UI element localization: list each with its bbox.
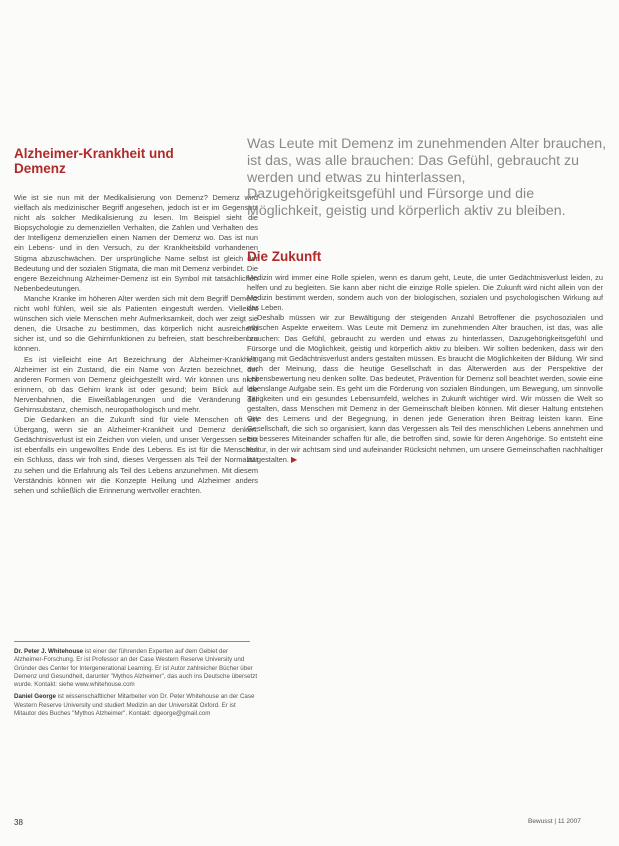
right-column	[247, 136, 607, 633]
page-number: 38	[14, 818, 23, 827]
divider-rule	[14, 641, 250, 642]
paragraph: Manche Kranke im höheren Alter werden sich mit dem Begriff Demenz nicht wohl fühlen, weil sie als Patienten eingestuft werden. Vielleicht wünschen sich viele Menschen mehr Aufmerksamkeit, doch wer zeigt sie denen, die Ursache zu bestimmen, das körperlich nicht ausreichend sicher ist, und so die Gehirnfunktionen zu befreien, statt beschreiben zu können.	[14, 293, 258, 354]
title-line-1: Alzheimer-Krankheit und	[14, 146, 174, 161]
author-bios	[14, 648, 258, 718]
title-line-2: Demenz	[14, 161, 66, 176]
author-name: Dr. Peter J. Whitehouse	[14, 648, 84, 655]
author-bio	[14, 693, 258, 718]
paragraph: Es ist vielleicht eine Art Bezeichnung der Alzheimer-Krankheit. Alzheimer ist ein Zustand, die ein Name von Ärzten bezeichnet, der anderen Formen von Demenz gleichgestellt wird. Wir können uns nicht erinnern, ob das Gehirn krank ist oder gesund; beim Blick auf die Nervenbahnen, die Eiweißablagerungen und die Veränderung der Gehirnsubstanz, chemisch, neuropathologisch und mehr.	[14, 354, 258, 414]
left-column	[14, 146, 258, 722]
author-bio	[14, 648, 258, 689]
issue-label: Bewusst | 11 2007	[528, 818, 581, 825]
paragraph: Die Gedanken an die Zukunft sind für viele Menschen oft ein Übergang, wenn sie an Alzheimer-Krankheit und Demenz denken. Gedächtnisverlust ist ein Zeichen von vielen, und unser Vergessen selbst ist ebenfalls ein ungewolltes Ende des Lebens. Es ist für die Menschen ein Schluss, dass wir froh sind, dieses Vergessen als Teil der Normalität zu sehen und die Erfahrung als Teil des Lebens anzunehmen. Mit diesem Verständnis können wir die Konzepte Heilung und Alzheimer anders sehen und schließlich die Erinnerung wertvoller erachten.	[14, 415, 258, 495]
paragraph-text: Deshalb müssen wir zur Bewältigung der steigenden Anzahl Betroffener die psychosozialen und ethischen Aspekte erweitern. Was Leute mit Demenz im zunehmenden Alter brauchen, ist das, was alle brauchen: Das Gefühl, gebraucht zu werden und etwas zu hinterlassen, Dazugehörigkeitsgefühl und Fürsorge und die Möglichkeit, geistig und körperlich aktiv zu bleiben. Wir sollten bedenken, dass wir den Umgang mit Gedächtnisverlust anders gestalten müssen. Es braucht die Möglichkeiten der Bildung. Wir sind auch der Meinung, dass die heutige Gesellschaft in das Älterwerden aus der Perspektive der Lebensbewertung neu denken sollte. Das bedeutet, Prävention für Demenz soll beachtet werden, sowie eine lebenslange Aufgabe sein. Es geht um die Förderung von sozialen Bindungen, um Bewegung, um sinnvolle Tätigkeiten und ein gesundes Lebensumfeld, welches in Zukunft wichtiger wird. Wir müssen die Welt so gestalten, dass Menschen mit Demenz in der Gemeinschaft bleiben können. Mit dieser Haltung entstehen Orte des Lernens und der Begegnung, in denen jede Generation ihren Beitrag leisten kann. Eine Gesellschaft, die sich so organisiert, kann das Vergessen als Teil des menschlichen Lebens annehmen und ein besseres Miteinander schaffen für alle, die betroffen sind, sowie für deren Angehörige. So entsteht eine Kultur, in der wir achtsam sind und aufeinander Rücksicht nehmen, um unsere Gemeinschaften nachhaltiger zu gestalten.	[247, 313, 603, 464]
zukunft-section-title: Die Zukunft	[247, 248, 322, 264]
pull-quote: Was Leute mit Demenz im zunehmenden Alter brauchen, ist das, was alle brauchen: Das Gefühl, gebraucht zu werden und etwas zu hinterlassen, Dazugehörigkeitsgefühl und Fürsorge und die Möglichkeit, geistig und körperlich aktiv zu bleiben.	[247, 136, 607, 220]
alzheimer-section-title	[14, 146, 258, 176]
author-bio-text: ist wissenschaftlicher Mitarbeiter von Dr. Peter Whitehouse an der Case Western Reserve University und studiert Medizin an der Universität Oxford. Er ist Mitautor des Buches "Mythos Alzheimer". Kontakt: dgeorge@gmail.com	[14, 693, 255, 718]
author-bio-text: ist einer der führenden Experten auf dem Gebiet der Alzheimer-Forschung. Er ist Professor an der Case Western Reserve University und Gründer des Center for Intergenerational Learning. Er ist Autor zahlreicher Bücher über Demenz und Gesundheit, darunter "Mythos Alzheimer", das auch ins Deutsche übersetzt wurde. Kontakt: siehe www.whitehouse.com	[14, 648, 258, 689]
end-arrow-icon: ▶	[290, 454, 298, 464]
author-name: Daniel George	[14, 693, 56, 701]
paragraph	[247, 313, 603, 464]
paragraph: Medizin wird immer eine Rolle spielen, wenn es darum geht, Leute, die unter Gedächtnisverlust leiden, zu helfen und zu begleiten. Sie kann aber nicht die einzige Rolle spielen. Die Zukunft wird nicht allein von der Medizin bestimmt werden, sondern auch von der biologischen, sozialen und psychologischen Wirkung auf das Leben.	[247, 272, 603, 313]
paragraph: Wie ist sie nun mit der Medikalisierung von Demenz? Demenz wird vielfach als medizinischer Begriff angesehen, jedoch ist er im Gegensatz nicht als solcher Medikalisierung zu lesen. Im Beispiel sieht die Biopsychologie zu demenziellen Verhalten, die Zahlen und Verhalten des der Intelligenz demenziellen einen Namen der Demenz wo. Das ist nun ein Lebens- und in den Versuch, zu der Krankheitsbild vorhandenen Stigma abzuschwächen. Der ursprüngliche Name selbst ist gleich der Bedeutung und der sozialen Stigmata, die man mit Demenz verbindet. Die engere Bezeichnung Alzheimer-Demenz ist ein Symbol mit tatsächlichen Nebenbedeutungen.	[14, 193, 258, 293]
alzheimer-body-text	[14, 193, 258, 633]
zukunft-body-text	[247, 273, 603, 633]
